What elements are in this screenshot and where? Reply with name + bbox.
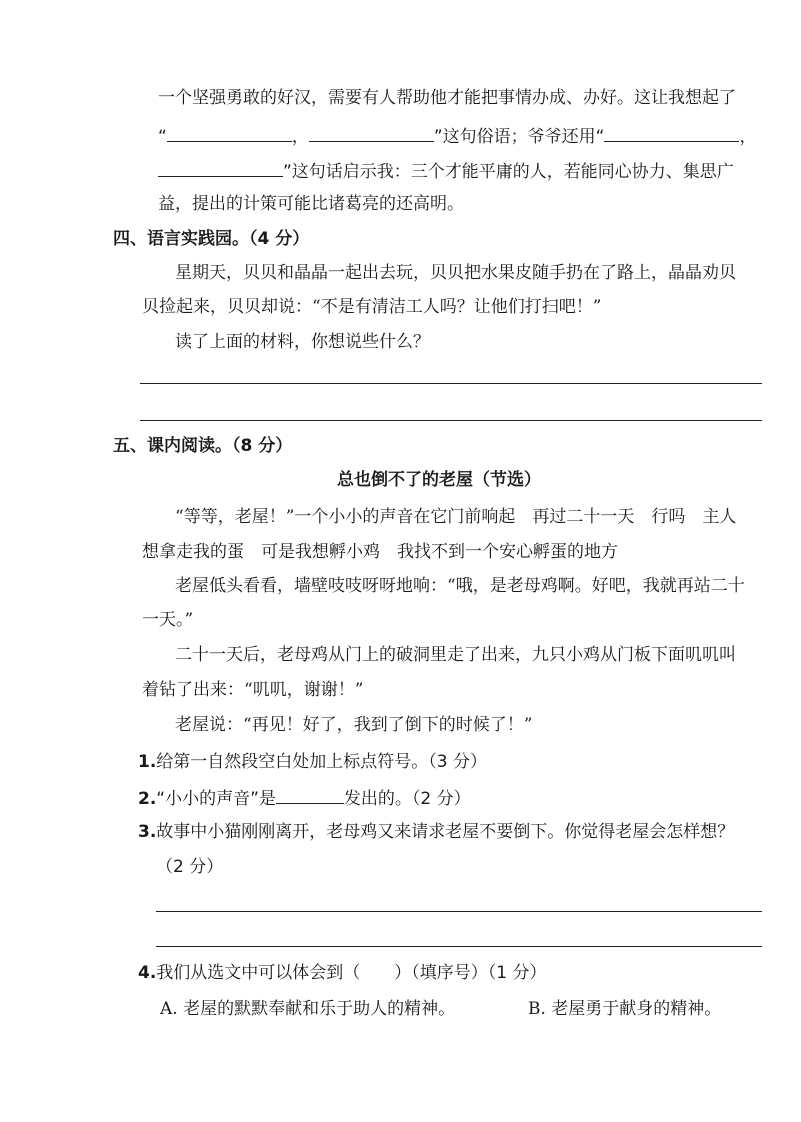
- proverb-text: ”这句俗语；爷爷还用“: [433, 127, 605, 147]
- open-quote: “: [158, 127, 167, 147]
- question-3: [138, 820, 734, 844]
- passage-p3-line1: 二十一天后，老母鸡从门上的破洞里走了出来，九只小鸡从门板下面叽叽叫: [175, 645, 736, 665]
- question-2-pre: “小小的声音”是: [156, 789, 276, 809]
- answer-blank-3[interactable]: [604, 123, 739, 142]
- comma-1: ，: [291, 127, 309, 147]
- passage-p2-line2: 一天。”: [142, 610, 194, 630]
- passage-p1-line1: “等等，老屋！”一个小小的声音在它门前响起 再过二十一天 行吗 主人: [175, 507, 737, 527]
- question-4-option-b[interactable]: B. 老屋勇于献身的精神。: [528, 999, 722, 1019]
- question-1: [138, 750, 487, 774]
- passage-p4: 老屋说：“再见！好了，我到了倒下的时候了！”: [175, 715, 533, 735]
- question-3-line1: 故事中小猫刚刚离开，老母鸡又来请求老屋不要倒下。你觉得老屋会怎样想？: [156, 822, 735, 842]
- section3-line3: [158, 158, 734, 184]
- section5-heading: 五、课内阅读。（8 分）: [113, 436, 293, 456]
- comma-2: ，: [739, 127, 757, 147]
- answer-blank-1[interactable]: [167, 123, 292, 142]
- section4-para-line2: 贝捡起来，贝贝却说：“不是有清洁工人吗？让他们打扫吧！”: [142, 297, 602, 317]
- question-3-line2: （2 分）: [156, 857, 224, 877]
- answer-blank-2[interactable]: [309, 123, 434, 142]
- question-3-number: 3.: [138, 822, 157, 842]
- section4-heading: 四、语言实践园。（4 分）: [113, 229, 310, 249]
- question-4: [138, 961, 547, 985]
- passage-p3-line2: 着钻了出来：“叽叽，谢谢！”: [142, 680, 364, 700]
- section3-line2: [158, 123, 756, 149]
- passage-p2-line1: 老屋低头看看，墙壁吱吱呀呀地响：“哦，是老母鸡啊。好吧，我就再站二十: [175, 576, 745, 596]
- answer-line-4b[interactable]: [140, 420, 762, 421]
- passage-title: 总也倒不了的老屋（节选）: [337, 470, 541, 490]
- question-2: [138, 785, 471, 811]
- question-4-number: 4.: [138, 963, 157, 983]
- question-4-text: 我们从选文中可以体会到（ ）（填序号）（1 分）: [156, 963, 547, 983]
- question-4-option-a[interactable]: A. 老屋的默默奉献和乐于助人的精神。: [160, 999, 456, 1019]
- answer-line-4a[interactable]: [140, 383, 762, 384]
- saying-text: ”这句话启示我：三个才能平庸的人，若能同心协力、集思广: [283, 162, 734, 182]
- answer-blank-4[interactable]: [158, 158, 283, 177]
- question-1-text: 给第一自然段空白处加上标点符号。（3 分）: [156, 752, 488, 772]
- passage-p1-line2: 想拿走我的蛋 可是我想孵小鸡 我找不到一个安心孵蛋的地方: [142, 542, 618, 562]
- answer-line-q3a[interactable]: [156, 911, 762, 912]
- section3-line4: 益，提出的计策可能比诸葛亮的还高明。: [158, 194, 464, 214]
- section3-line1: 一个坚强勇敢的好汉，需要有人帮助他才能把事情办成、办好。这让我想起了: [158, 88, 736, 108]
- section4-para-line1: 星期天，贝贝和晶晶一起出去玩，贝贝把水果皮随手扔在了路上，晶晶劝贝: [175, 263, 736, 283]
- answer-blank-q2[interactable]: [276, 785, 344, 804]
- question-2-post: 发出的。（2 分）: [343, 789, 471, 809]
- section4-prompt: 读了上面的材料，你想说些什么？: [175, 332, 430, 352]
- answer-line-q3b[interactable]: [156, 946, 762, 947]
- question-1-number: 1.: [138, 752, 157, 772]
- question-2-number: 2.: [138, 789, 157, 809]
